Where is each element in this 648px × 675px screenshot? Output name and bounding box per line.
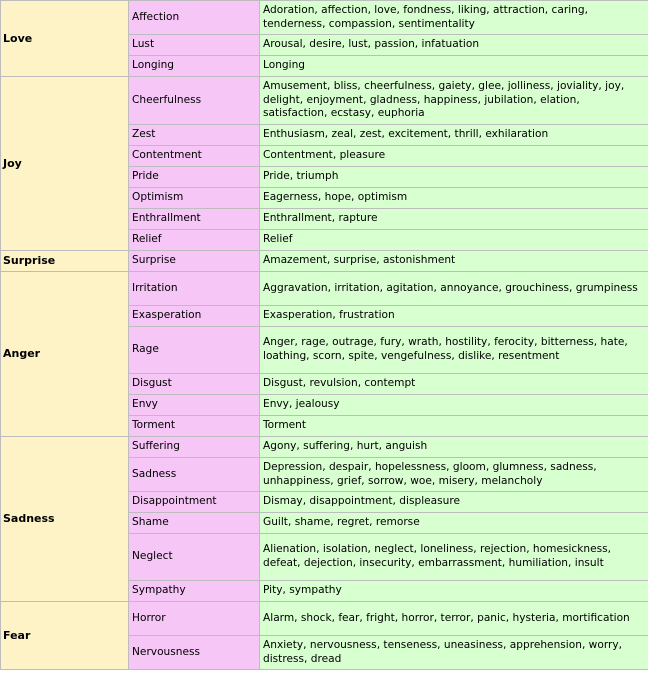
secondary-emotion-cell: Exasperation (129, 306, 260, 327)
primary-emotion-cell: Fear (1, 602, 129, 670)
secondary-emotion-cell: Contentment (129, 146, 260, 167)
secondary-emotion-cell: Cheerfulness (129, 77, 260, 125)
tertiary-emotions-cell: Alarm, shock, fear, fright, horror, terror, panic, hysteria, mortification (260, 602, 648, 636)
secondary-emotion-cell: Neglect (129, 534, 260, 581)
secondary-emotion-cell: Sadness (129, 458, 260, 492)
tertiary-emotions-cell: Amusement, bliss, cheerfulness, gaiety, glee, jolliness, joviality, joy, delight, enjoyment, gladness, happiness, jubilation, elation, satisfaction, ecstasy, euphoria (260, 77, 648, 125)
tertiary-emotions-cell: Alienation, isolation, neglect, loneliness, rejection, homesickness, defeat, dejection, insecurity, embarrassment, humiliation, insult (260, 534, 648, 581)
tertiary-emotions-cell: Guilt, shame, regret, remorse (260, 513, 648, 534)
primary-emotion-cell: Surprise (1, 251, 129, 272)
tertiary-emotions-cell: Anger, rage, outrage, fury, wrath, hostility, ferocity, bitterness, hate, loathing, scorn, spite, vengefulness, dislike, resentment (260, 327, 648, 374)
table-row (1, 602, 648, 636)
secondary-emotion-cell: Sympathy (129, 581, 260, 602)
tertiary-emotions-cell: Torment (260, 416, 648, 437)
table-row (1, 77, 648, 125)
secondary-emotion-cell: Affection (129, 1, 260, 35)
tertiary-emotions-cell: Eagerness, hope, optimism (260, 188, 648, 209)
secondary-emotion-cell: Optimism (129, 188, 260, 209)
table-row (1, 1, 648, 35)
tertiary-emotions-cell: Relief (260, 230, 648, 251)
tertiary-emotions-cell: Disgust, revulsion, contempt (260, 374, 648, 395)
tertiary-emotions-cell: Dismay, disappointment, displeasure (260, 492, 648, 513)
tertiary-emotions-cell: Aggravation, irritation, agitation, annoyance, grouchiness, grumpiness (260, 272, 648, 306)
tertiary-emotions-cell: Adoration, affection, love, fondness, liking, attraction, caring, tenderness, compassion, sentimentality (260, 1, 648, 35)
table-row (1, 272, 648, 306)
tertiary-emotions-cell: Envy, jealousy (260, 395, 648, 416)
secondary-emotion-cell: Shame (129, 513, 260, 534)
tertiary-emotions-cell: Arousal, desire, lust, passion, infatuation (260, 35, 648, 56)
emotions-table-body (1, 1, 648, 670)
primary-emotion-cell: Anger (1, 272, 129, 437)
tertiary-emotions-cell: Enthrallment, rapture (260, 209, 648, 230)
tertiary-emotions-cell: Longing (260, 56, 648, 77)
secondary-emotion-cell: Envy (129, 395, 260, 416)
table-row (1, 437, 648, 458)
secondary-emotion-cell: Pride (129, 167, 260, 188)
secondary-emotion-cell: Irritation (129, 272, 260, 306)
secondary-emotion-cell: Surprise (129, 251, 260, 272)
table-row (1, 251, 648, 272)
primary-emotion-cell: Love (1, 1, 129, 77)
secondary-emotion-cell: Horror (129, 602, 260, 636)
tertiary-emotions-cell: Contentment, pleasure (260, 146, 648, 167)
secondary-emotion-cell: Suffering (129, 437, 260, 458)
secondary-emotion-cell: Nervousness (129, 636, 260, 670)
secondary-emotion-cell: Lust (129, 35, 260, 56)
tertiary-emotions-cell: Depression, despair, hopelessness, gloom, glumness, sadness, unhappiness, grief, sorrow, woe, misery, melancholy (260, 458, 648, 492)
secondary-emotion-cell: Rage (129, 327, 260, 374)
tertiary-emotions-cell: Anxiety, nervousness, tenseness, uneasiness, apprehension, worry, distress, dread (260, 636, 648, 670)
secondary-emotion-cell: Enthrallment (129, 209, 260, 230)
secondary-emotion-cell: Zest (129, 125, 260, 146)
secondary-emotion-cell: Torment (129, 416, 260, 437)
secondary-emotion-cell: Disgust (129, 374, 260, 395)
primary-emotion-cell: Sadness (1, 437, 129, 602)
secondary-emotion-cell: Relief (129, 230, 260, 251)
secondary-emotion-cell: Longing (129, 56, 260, 77)
tertiary-emotions-cell: Pity, sympathy (260, 581, 648, 602)
tertiary-emotions-cell: Enthusiasm, zeal, zest, excitement, thrill, exhilaration (260, 125, 648, 146)
primary-emotion-cell: Joy (1, 77, 129, 251)
secondary-emotion-cell: Disappointment (129, 492, 260, 513)
tertiary-emotions-cell: Pride, triumph (260, 167, 648, 188)
tertiary-emotions-cell: Amazement, surprise, astonishment (260, 251, 648, 272)
tertiary-emotions-cell: Exasperation, frustration (260, 306, 648, 327)
tertiary-emotions-cell: Agony, suffering, hurt, anguish (260, 437, 648, 458)
